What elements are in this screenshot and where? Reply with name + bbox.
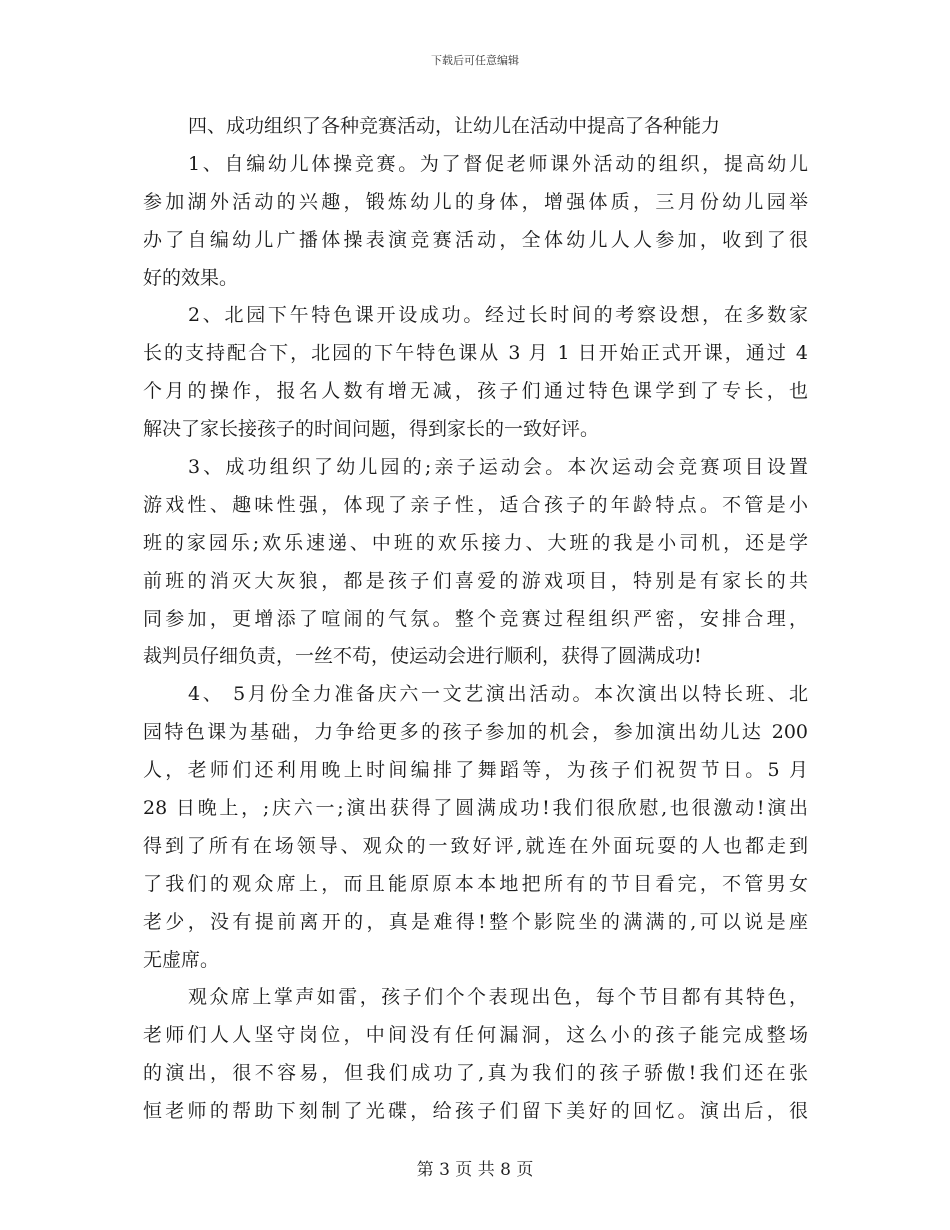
paragraph-line: 办了自编幼儿广播体操表演竞赛活动，全体幼儿人人参加，收到了很 bbox=[143, 228, 808, 251]
paragraph-line: 无虚席。 bbox=[143, 948, 220, 971]
paragraph-line: 园特色课为基础，力争给更多的孩子参加的机会，参加演出幼儿达 200 bbox=[143, 721, 808, 744]
paragraph-line: 解决了家长接孩子的时间问题，得到家长的一致好评。 bbox=[143, 418, 600, 441]
paragraph-line: 老师们人人坚守岗位，中间没有任何漏洞，这么小的孩子能完成整场 bbox=[143, 1024, 808, 1047]
paragraph-line: 得到了所有在场领导、观众的一致好评,就连在外面玩耍的人也都走到 bbox=[143, 834, 808, 857]
paragraph-line: 游戏性、趣味性强，体现了亲子性，适合孩子的年龄特点。不管是小 bbox=[143, 493, 808, 516]
paragraph-line: 1、自编幼儿体操竞赛。为了督促老师课外活动的组织，提高幼儿 bbox=[188, 152, 808, 175]
page-header: 下载后可任意编辑 bbox=[431, 54, 519, 67]
paragraph-line: 观众席上掌声如雷，孩子们个个表现出色，每个节目都有其特色， bbox=[188, 986, 808, 1009]
paragraph-line: 个月的操作，报名人数有增无减，孩子们通过特色课学到了专长，也 bbox=[143, 380, 808, 403]
page-number: 第 3 页 共 8 页 bbox=[416, 1160, 534, 1180]
paragraph-line: 同参加，更增添了喧闹的气氛。整个竞赛过程组织严密，安排合理， bbox=[143, 607, 808, 630]
paragraph-line: 长的支持配合下，北园的下午特色课从 3 月 1 日开始正式开课，通过 4 bbox=[143, 342, 808, 365]
paragraph-line: 2、北园下午特色课开设成功。经过长时间的考察设想，在多数家 bbox=[188, 304, 808, 327]
section-heading: 四、成功组织了各种竞赛活动，让幼儿在活动中提高了各种能力 bbox=[188, 115, 721, 137]
paragraph-line: 的演出，很不容易，但我们成功了,真为我们的孩子骄傲!我们还在张 bbox=[143, 1062, 808, 1085]
paragraph-line: 班的家园乐;欢乐速递、中班的欢乐接力、大班的我是小司机，还是学 bbox=[143, 531, 808, 554]
document-body bbox=[143, 108, 808, 1131]
paragraph-line: 人，老师们还利用晚上时间编排了舞蹈等，为孩子们祝贺节日。5 月 bbox=[143, 759, 808, 782]
paragraph-line: 3、成功组织了幼儿园的;亲子运动会。本次运动会竞赛项目设置 bbox=[188, 456, 808, 479]
paragraph-line: 裁判员仔细负责，一丝不苟，使运动会进行顺利，获得了圆满成功! bbox=[143, 645, 702, 668]
paragraph-line: 老少，没有提前离开的，真是难得!整个影院坐的满满的,可以说是座 bbox=[143, 910, 808, 933]
paragraph-line: 好的效果。 bbox=[143, 266, 239, 289]
paragraph-line: 参加湖外活动的兴趣，锻炼幼儿的身体，增强体质，三月份幼儿园举 bbox=[143, 190, 808, 213]
paragraph-line: 恒老师的帮助下刻制了光碟，给孩子们留下美好的回忆。演出后，很 bbox=[143, 1100, 808, 1123]
paragraph-line: 前班的消灭大灰狼，都是孩子们喜爱的游戏项目，特别是有家长的共 bbox=[143, 569, 808, 592]
paragraph-line: 4、 5月份全力准备庆六一文艺演出活动。本次演出以特长班、北 bbox=[188, 683, 808, 706]
paragraph-line: 28 日晚上，;庆六一;演出获得了圆满成功!我们很欣慰,也很激动!演出 bbox=[143, 797, 808, 820]
paragraph-line: 了我们的观众席上，而且能原原本本地把所有的节目看完，不管男女 bbox=[143, 872, 808, 895]
